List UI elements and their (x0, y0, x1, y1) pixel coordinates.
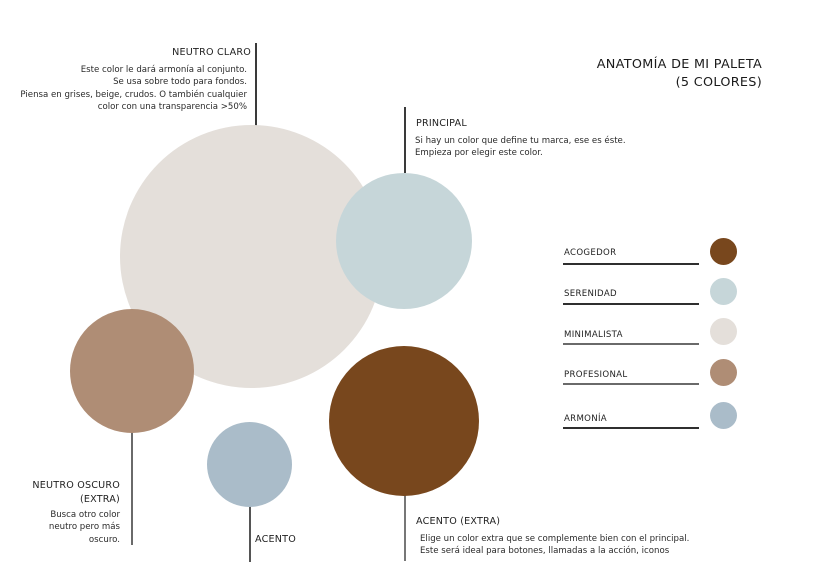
connector-principal (404, 107, 406, 173)
desc-line: Elige un color extra que se complemente bien con el principal. (420, 534, 690, 544)
color-swatch-minimalista (710, 318, 737, 345)
legend-label: MINIMALISTA (564, 330, 623, 340)
label-acento: ACENTO (255, 534, 296, 545)
legend-underline (563, 427, 699, 429)
color-swatch-acogedor (710, 238, 737, 265)
desc-line: Busca otro color (50, 510, 120, 520)
label-line: NEUTRO OSCURO (32, 480, 120, 491)
color-swatch-serenidad (710, 278, 737, 305)
palette-title (597, 56, 762, 92)
circle-acento (207, 422, 292, 507)
desc-principal (415, 135, 626, 160)
legend-label: ARMONÍA (564, 414, 607, 424)
legend-item-acogedor (563, 237, 743, 271)
label-acento-extra: ACENTO (EXTRA) (416, 516, 501, 527)
desc-line: Este color le dará armonía al conjunto. (80, 65, 247, 75)
legend-underline (563, 343, 699, 345)
desc-acento-extra (420, 533, 689, 558)
label-neutro-oscuro (32, 479, 120, 507)
legend-item-armonia (563, 401, 743, 435)
legend-label: ACOGEDOR (564, 248, 617, 258)
desc-line: Empieza por elegir este color. (415, 148, 543, 159)
legend-underline (563, 303, 699, 305)
desc-line: Si hay un color que define tu marca, ese es éste. (415, 136, 626, 146)
connector-acento-extra (404, 495, 406, 561)
legend-item-profesional (563, 357, 743, 391)
desc-line: Se usa sobre todo para fondos. (113, 77, 247, 88)
circle-principal (336, 173, 472, 309)
label-principal: PRINCIPAL (416, 118, 467, 129)
circle-neutro-oscuro (70, 309, 194, 433)
connector-neutro-claro (255, 43, 257, 126)
desc-line: Piensa en grises, beige, crudos. O también cualquier (20, 89, 247, 100)
legend-label: SERENIDAD (564, 289, 617, 299)
connector-acento (249, 506, 251, 562)
legend-item-serenidad (563, 277, 743, 311)
desc-line: neutro pero más (48, 522, 120, 533)
title-line-1: ANATOMÍA DE MI PALETA (596, 57, 762, 72)
desc-neutro-claro (20, 64, 247, 114)
legend-underline (563, 383, 699, 385)
title-line-2: (5 COLORES) (675, 75, 762, 90)
legend-item-minimalista (563, 317, 743, 351)
circle-acento-extra (329, 346, 479, 496)
connector-neutro-oscuro (131, 432, 133, 545)
label-neutro-claro: NEUTRO CLARO (172, 47, 251, 58)
desc-line: oscuro. (88, 534, 120, 545)
legend-label: PROFESIONAL (564, 370, 628, 380)
color-swatch-armonia (710, 402, 737, 429)
desc-line: Este será ideal para botones, llamadas a la acción, iconos (420, 546, 670, 557)
legend-underline (563, 263, 699, 265)
desc-line: color con una transparencia >50% (97, 102, 247, 113)
color-swatch-profesional (710, 359, 737, 386)
label-line: (EXTRA) (79, 494, 120, 505)
desc-neutro-oscuro (49, 509, 120, 546)
